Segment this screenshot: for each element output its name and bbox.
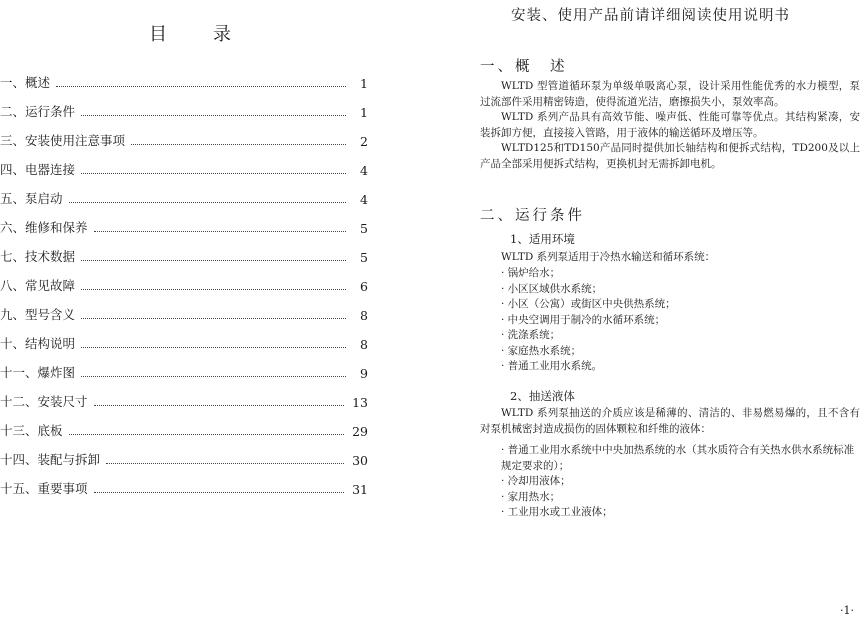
toc-leader-dots: [81, 289, 346, 290]
toc-entry-label: 十四、装配与拆卸: [0, 452, 101, 467]
manual-page: [475, 0, 860, 621]
toc-entry[interactable]: [0, 332, 368, 352]
list-item: · 洗涤系统；: [501, 329, 561, 341]
toc-leader-dots: [81, 173, 346, 174]
toc-entry-label: 六、维修和保养: [0, 220, 88, 235]
list-item: · 冷却用液体；: [501, 475, 571, 487]
toc-entry-label: 二、运行条件: [0, 104, 76, 119]
toc-leader-dots: [94, 492, 345, 493]
toc-leader-dots: [94, 231, 346, 232]
list-item: · 中央空调用于制冷的水循环系统；: [501, 313, 666, 326]
toc-entry[interactable]: [0, 274, 368, 294]
toc-leader-dots: [56, 86, 346, 87]
toc-entry[interactable]: [0, 303, 368, 323]
environment-list: [501, 266, 856, 375]
toc-entry-page: 1: [360, 105, 368, 120]
toc-leader-dots: [131, 144, 346, 145]
liquid-intro: [480, 406, 860, 437]
toc-entry-page: 2: [360, 134, 368, 149]
toc-leader-dots: [81, 115, 346, 116]
toc-leader-dots: [69, 202, 346, 203]
list-item: · 锅炉给水；: [501, 267, 561, 279]
toc-entry[interactable]: [0, 100, 368, 120]
toc-leader-dots: [69, 434, 345, 435]
toc-entry-label: 十二、安装尺寸: [0, 394, 88, 409]
toc-leader-dots: [94, 405, 345, 406]
liquid-list: [501, 443, 856, 521]
overview-paragraph: WLTD 型管道循环泵为单级单吸离心泵，设计采用性能优秀的水力模型，泵过流部件采用精密铸造，使得流道光洁，磨擦损失小，泵效率高。: [480, 80, 860, 108]
toc-entry[interactable]: [0, 448, 368, 468]
toc-entry[interactable]: [0, 419, 368, 439]
toc-entry-page: 1: [360, 76, 368, 91]
list-item: · 小区区域供水系统；: [501, 282, 603, 295]
list-item: · 普通工业用水系统中中央加热系统的水（其水质符合有关热水供水系统标准规定要求的）；: [501, 444, 855, 472]
toc-entry-label: 八、常见故障: [0, 278, 76, 293]
toc-entry-page: 31: [352, 482, 368, 497]
toc-entry[interactable]: [0, 129, 368, 149]
toc-entry-page: 6: [360, 279, 368, 294]
list-item: · 工业用水或工业液体；: [501, 506, 613, 518]
toc-entry-label: 三、安装使用注意事项: [0, 133, 126, 148]
toc-entry-label: 四、电器连接: [0, 162, 76, 177]
subsection-liquid-title: 2、抽送液体: [510, 389, 575, 403]
toc-entry[interactable]: [0, 158, 368, 178]
page-number: ·1·: [840, 604, 854, 617]
toc-leader-dots: [81, 260, 346, 261]
toc-entry[interactable]: [0, 187, 368, 207]
toc-entry-page: 5: [360, 250, 368, 265]
environment-intro: [480, 250, 860, 266]
toc-entry-label: 七、技术数据: [0, 249, 76, 264]
overview-paragraph: WLTD 系列产品具有高效节能、噪声低、性能可靠等优点。其结构紧凑，安装拆卸方便，直接接入管路，用于液体的输送循环及增压等。: [480, 111, 860, 139]
toc-entry-label: 十、结构说明: [0, 336, 76, 351]
section-overview-body: [480, 79, 860, 172]
subsection-environment-title: 1、适用环境: [510, 232, 575, 246]
overview-paragraph: WLTD125和TD150产品同时提供加长轴结构和便拆式结构，TD200及以上产品全部采用便拆式结构，更换机封无需拆卸电机。: [480, 142, 860, 170]
section-operating-conditions-heading: 二、运行条件: [480, 208, 585, 224]
toc-entry[interactable]: [0, 216, 368, 236]
toc-entry[interactable]: [0, 390, 368, 410]
list-item: · 小区（公寓）或街区中央供热系统；: [501, 298, 676, 310]
toc-entry[interactable]: [0, 71, 368, 91]
toc-title: 目 录: [149, 24, 245, 45]
toc-entry-label: 十五、重要事项: [0, 481, 88, 496]
table-of-contents: [0, 0, 380, 621]
liquid-intro-text: WLTD 系列泵抽送的介质应该是稀薄的、清洁的、非易燃易爆的，且不含有对泵机械密封造成损伤的固体颗粒和纤维的液体：: [480, 407, 860, 435]
environment-intro-text: WLTD 系列泵适用于冷热水输送和循环系统：: [501, 251, 716, 263]
toc-entry-page: 5: [360, 221, 368, 236]
section-overview-heading: 一、概 述: [480, 59, 568, 75]
toc-leader-dots: [81, 318, 346, 319]
toc-entry-label: 五、泵启动: [0, 191, 63, 206]
toc-leader-dots: [81, 376, 346, 377]
list-item: · 普通工业用水系统。: [501, 360, 603, 372]
toc-entry-page: 30: [352, 453, 368, 468]
toc-entry[interactable]: [0, 477, 368, 497]
toc-entry[interactable]: [0, 361, 368, 381]
toc-leader-dots: [81, 347, 346, 348]
toc-entry-page: 8: [360, 308, 368, 323]
toc-leader-dots: [106, 463, 344, 464]
toc-entry-label: 十三、底板: [0, 423, 63, 438]
toc-entry-page: 8: [360, 337, 368, 352]
toc-entry-page: 9: [360, 366, 368, 381]
toc-entry-label: 九、型号含义: [0, 307, 76, 322]
toc-entry-page: 29: [352, 424, 368, 439]
toc-entry-page: 4: [360, 192, 368, 207]
list-item: · 家用热水；: [501, 490, 561, 503]
toc-entry-label: 一、概述: [0, 75, 51, 90]
toc-entry-page: 4: [360, 163, 368, 178]
toc-entry-page: 13: [352, 395, 368, 410]
list-item: · 家庭热水系统；: [501, 344, 582, 357]
toc-entry[interactable]: [0, 245, 368, 265]
document-title: 安装、使用产品前请详细阅读使用说明书: [511, 8, 790, 24]
toc-entry-label: 十一、爆炸图: [0, 365, 76, 380]
